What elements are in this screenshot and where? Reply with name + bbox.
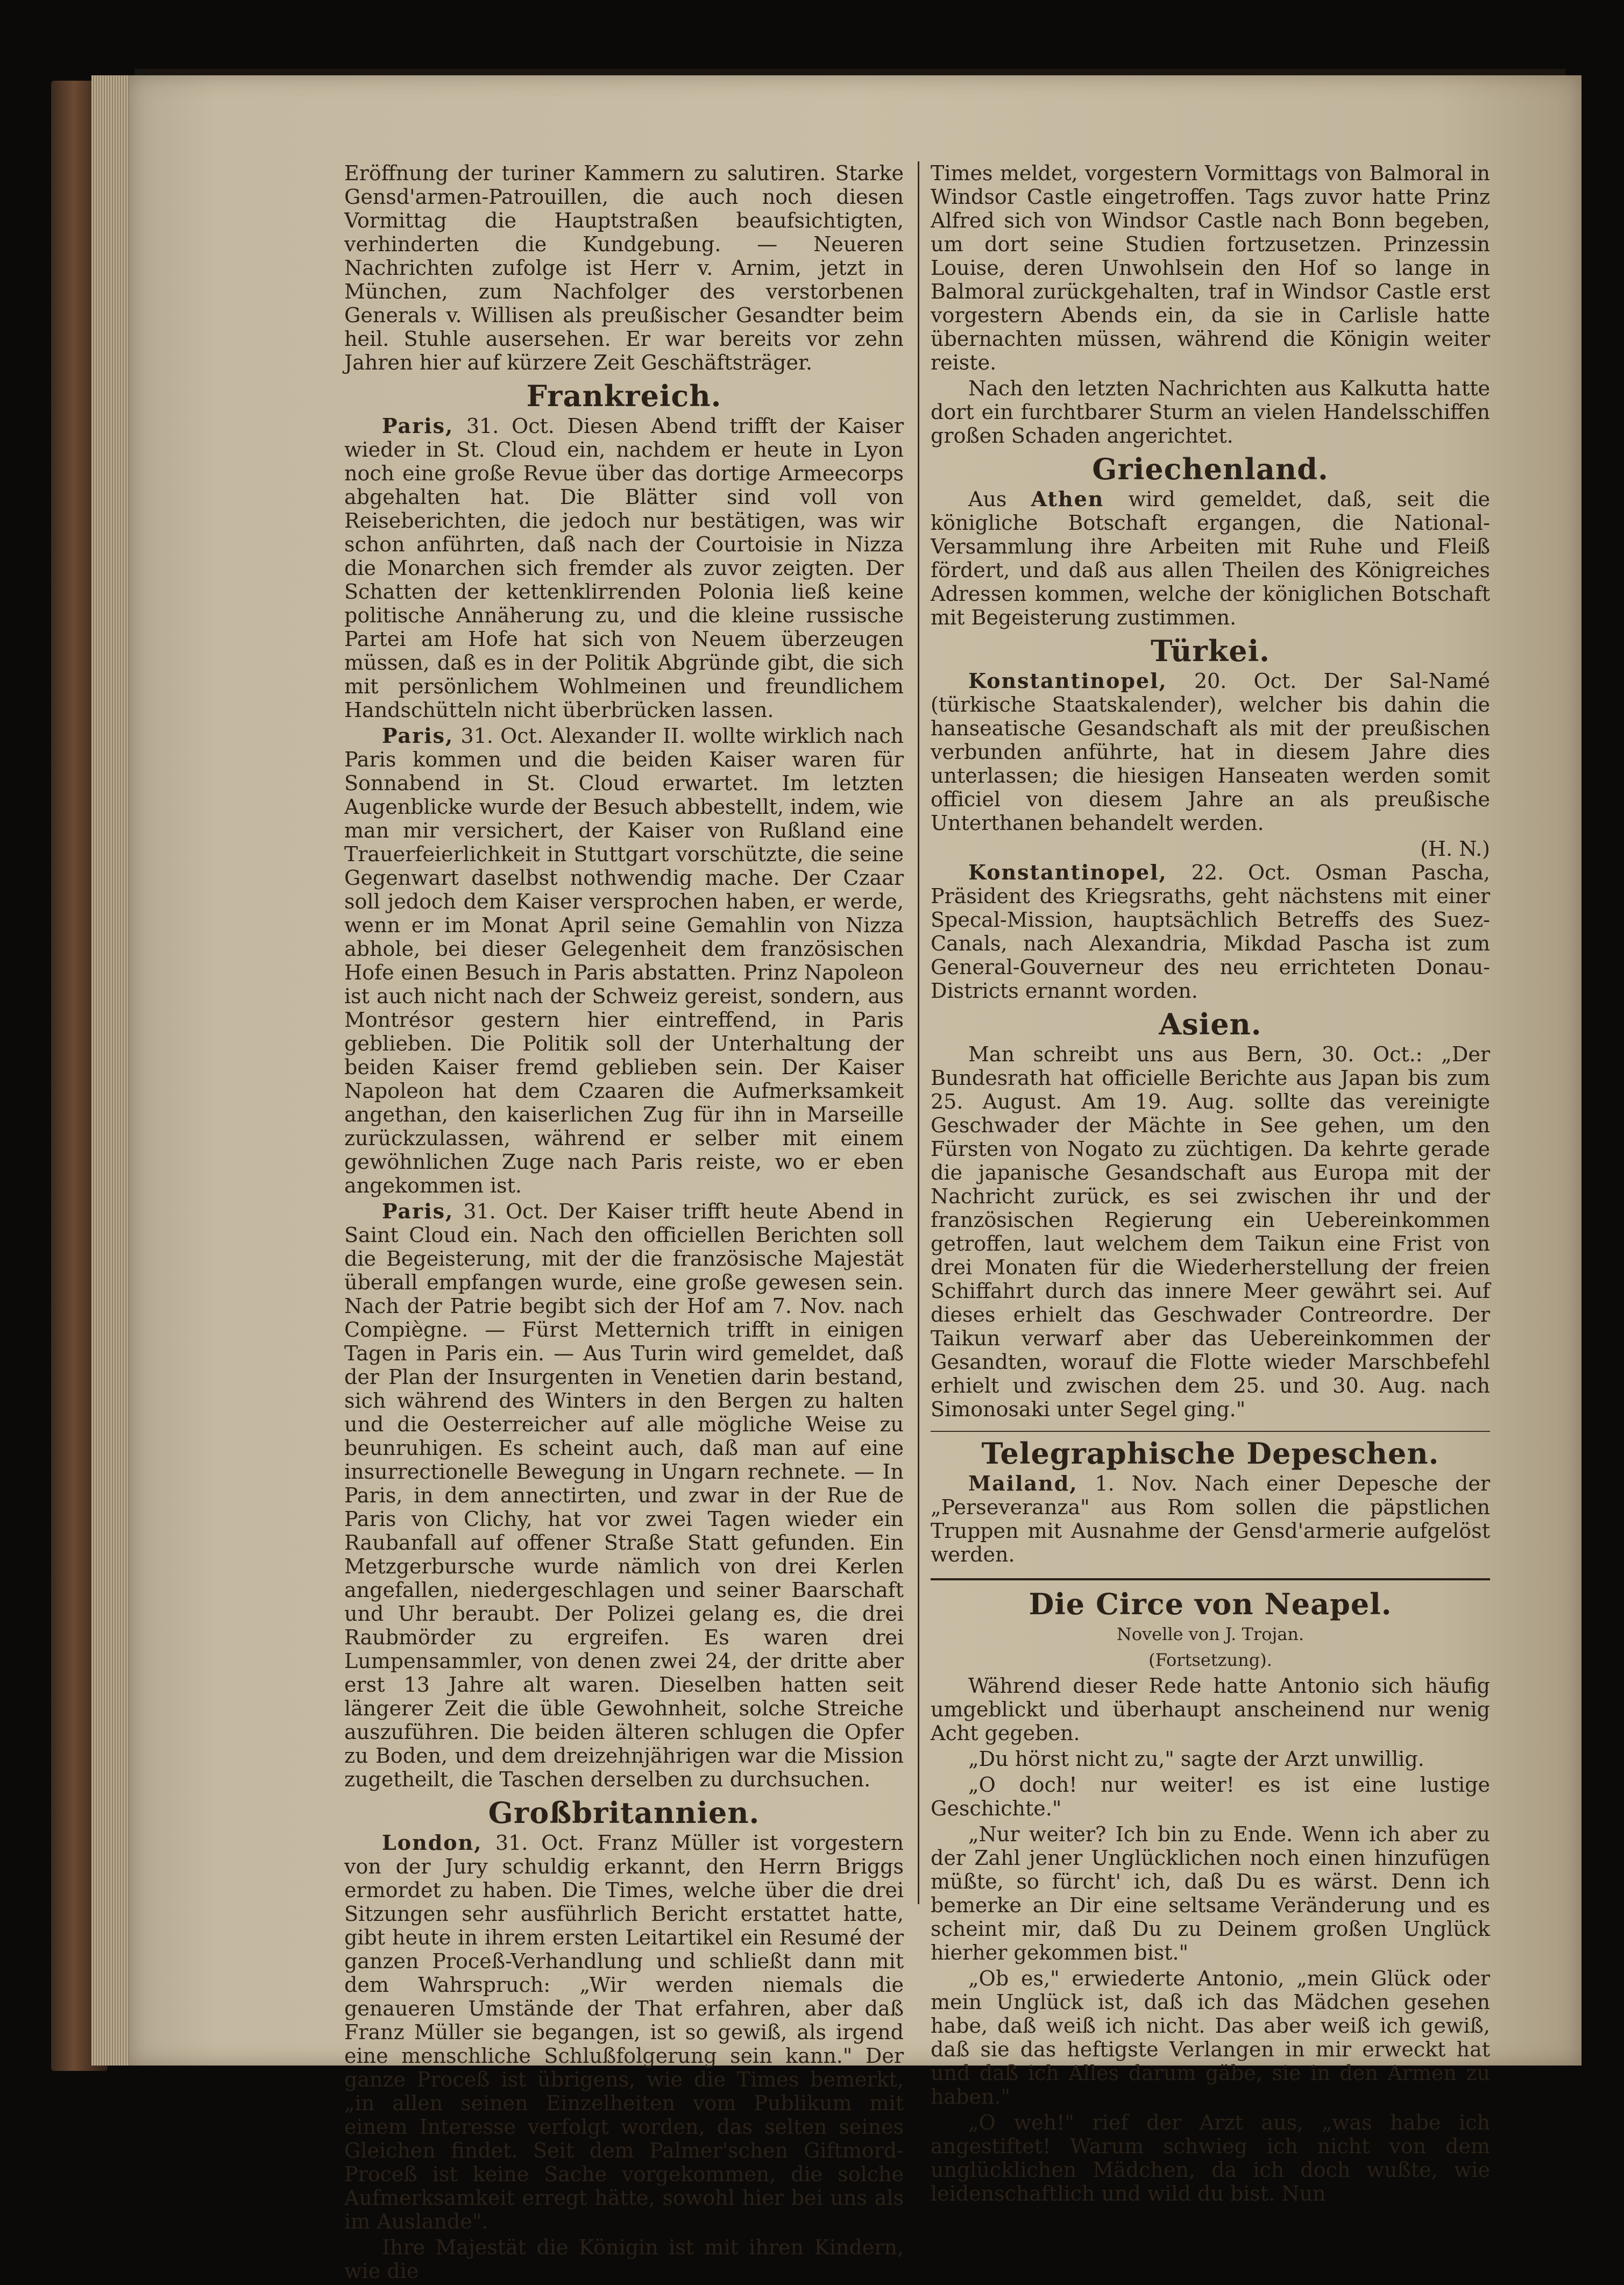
heading-grossbritannien: Großbritannien.	[488, 1796, 760, 1830]
dateline: Athen	[1031, 487, 1104, 511]
article-text: Aus	[968, 487, 1031, 511]
novelle-author: Novelle von J. Trojan.	[1116, 1624, 1304, 1644]
continuation-note: (Fortsetzung).	[1148, 1650, 1272, 1670]
dateline: Paris,	[382, 1199, 454, 1223]
novel-paragraph: „Nur weiter? Ich bin zu Ende. Wenn ich aber zu der Zahl jener Unglücklichen noch einen hinzufügen müßte, so fürcht' ich, daß Du es wärst. Denn ich bemerke an Dir eine seltsame Veränderung und es scheint mir, daß Du zu Deinem großen Unglück hierher gekommen bist."	[931, 1822, 1490, 1964]
article-queen: Ihre Majestät die Königin ist mit ihren Kindern, wie die	[344, 2236, 904, 2283]
dateline: Konstantinopel,	[968, 669, 1167, 693]
article-paris-1	[344, 414, 904, 722]
novel-paragraph: „O weh!" rief der Arzt aus, „was habe ich angestiftet! Warum schwieg ich nicht von dem unglücklichen Mädchen, da ich doch wußte, wie leidenschaftlich und wild du bist. Nun	[931, 2111, 1490, 2205]
source-signature: (H. N.)	[1420, 837, 1490, 861]
dateline: Paris,	[382, 414, 454, 438]
article-text: 1. Nov. Nach einer Depesche der „Perseveranza" aus Rom sollen die päpstlichen Truppen mit Ausnahme der Gensd'armerie aufgelöst werden.	[931, 1472, 1490, 1566]
article-text: wird gemeldet, daß, seit die königliche Botschaft ergangen, die National-Versammlung ihre Arbeiten mit Ruhe und Fleiß fördert, und daß aus allen Theilen des Königreiches Adressen kommen, welche der königlichen Botschaft mit Begeisterung zustimmen.	[931, 487, 1490, 629]
novel-paragraph: „Du hörst nicht zu," sagte der Arzt unwillig.	[968, 1747, 1424, 1771]
article-konstantinopel-1	[931, 669, 1490, 835]
article-text: 31. Oct. Alexander II. wollte wirklich nach Paris kommen und die beiden Kaiser waren für Sonnabend in St. Cloud erwartet. Im letzten Augenblicke wurde der Besuch abbestellt, indem, wie man mir versichert, der Kaiser von Rußland eine Trauerfeierlichkeit in Stuttgart vorschützte, die seine Gegenwart daselbst nothwendig mache. Der Czaar soll jedoch dem Kaiser versprochen haben, er werde, wenn er im Monat April seine Gemahlin von Nizza abhole, bei dieser Gelegenheit dem französischen Hofe einen Besuch in Paris abstatten. Prinz Napoleon ist auch nicht nach der Schweiz gereist, sondern, aus Montrésor gestern hier eintreffend, in Paris geblieben. Die Politik soll der Unterhaltung der beiden Kaiser fremd geblieben sein. Der Kaiser Napoleon hat dem Czaaren die Aufmerksamkeit angethan, den kaiserlichen Zug für ihn in Marseille zurückzulassen, während er selber mit einem gewöhnlichen Zuge nach Paris reiste, wo er eben angekommen ist.	[344, 724, 904, 1197]
article-text: 20. Oct. Der Sal-Namé (türkische Staatskalender), welcher bis dahin die hanseatische Gesandschaft als mit der preußischen verbunden anführte, hat in diesem Jahre dies unterlassen; die hiesigen Hanseaten werden somit officiel von diesem Jahre an als preußische Unterthanen behandelt werden.	[931, 669, 1490, 835]
article-text: 31. Oct. Franz Müller ist vorgestern von der Jury schuldig erkannt, den Herrn Briggs ermordet zu haben. Die Times, welche über die drei Sitzungen sehr ausführlich Bericht erstattet hatte, gibt heute in ihrem ersten Leitartikel ein Resumé der ganzen Proceß-Verhandlung und schließt dann mit dem Wahrspruch: „Wir werden niemals die genaueren Umstände der That erfahren, aber daß Franz Müller sie begangen, ist so gewiß, als irgend eine menschliche Schlußfolgerung sein kann." Der ganze Proceß ist übrigens, wie die Times bemerkt, „in allen seinen Einzelheiten vom Publikum mit einem Interesse verfolgt worden, das selten seines Gleichen findet. Seit dem Palmer'schen Giftmord-Proceß ist keine Sache vorgekommen, die solche Aufmerksamkeit erregt hätte, sowohl hier bei uns als im Auslande".	[344, 1831, 904, 2233]
article-text: 22. Oct. Osman Pascha, Präsident des Kriegsraths, geht nächstens mit einer Specal-Mission, hauptsächlich Betreffs des Suez-Canals, nach Alexandria, Mikdad Pascha ist zum General-Gouverneur des neu errichteten Donau-Districts ernannt worden.	[931, 861, 1490, 1003]
article-text: 31. Oct. Der Kaiser trifft heute Abend in Saint Cloud ein. Nach den officiellen Berichten soll die Begeisterung, mit der die französische Majestät überall empfangen wurde, eine große gewesen sein. Nach der Patrie begibt sich der Hof am 7. Nov. nach Compiègne. — Fürst Metternich trifft in einigen Tagen in Paris ein. — Aus Turin wird gemeldet, daß der Plan der Insurgenten in Venetien darin bestand, sich während des Winters in den Bergen zu halten und die Oesterreicher auf alle mögliche Weise zu beunruhigen. Es scheint auch, daß man auf eine insurrectionelle Bewegung in Ungarn rechnete. — In Paris, in dem annectirten, und zwar in der Rue de Paris von Clichy, hat vor zwei Tagen wieder ein Raubanfall auf offener Straße Statt gefunden. Ein Metzgerbursche wurde nämlich von drei Kerlen angefallen, niedergeschlagen und seiner Baarschaft und Uhr beraubt. Der Polizei gelang es, die drei Raubmörder zu ergreifen. Es waren drei Lumpensammler, von denen zwei 24, der dritte aber erst 13 Jahre alt waren. Dieselben hatten seit längerer Zeit die üble Gewohnheit, solche Streiche auszuführen. Die beiden älteren schlugen die Opfer zu Boden, und dem dreizehnjährigen war die Mission zugetheilt, die Taschen derselben zu durchsuchen.	[344, 1200, 904, 1791]
right-column	[931, 161, 1490, 2208]
novel-paragraph: Während dieser Rede hatte Antonio sich häufig umgeblickt und überhaupt anscheinend nur wenig Acht gegeben.	[931, 1674, 1490, 1745]
heading-griechenland: Griechenland.	[1092, 452, 1329, 486]
dateline: Mailand,	[968, 1471, 1078, 1495]
heading-tuerkei: Türkei.	[1151, 634, 1270, 668]
heading-asien: Asien.	[1159, 1007, 1262, 1041]
novel-paragraph: „O doch! nur weiter! es ist eine lustige Geschichte."	[931, 1773, 1490, 1820]
article-bern: Man schreibt uns aus Bern, 30. Oct.: „Der Bundesrath hat officielle Berichte aus Japan bis zum 25. August. Am 19. Aug. sollte das vereinigte Geschwader der Mächte in See gehen, um den Fürsten von Nogato zu züchtigen. Da kehrte gerade die japanische Gesandschaft aus Europa mit der Nachricht zurück, es sei zwischen ihr und der französischen Regierung ein Uebereinkommen getroffen, laut welchem dem Taikun eine Frist von drei Monaten für die Wiederherstellung der freien Schiffahrt durch das innere Meer gewährt sei. Auf dieses erhielt das Geschwader Contreordre. Der Taikun verwarf aber das Uebereinkommen der Gesandten, worauf die Flotte wieder Marschbefehl erhielt und zwischen dem 25. und 30. Aug. nach Simonosaki unter Segel ging."	[931, 1042, 1490, 1421]
heading-frankreich: Frankreich.	[526, 379, 722, 413]
article-paris-2	[344, 724, 904, 1197]
continuation-paragraph: Times meldet, vorgestern Vormittags von Balmoral in Windsor Castle eingetroffen. Tags zuvor hatte Prinz Alfred sich von Windsor Castle nach Bonn begeben, um dort seine Studien fortzusetzen. Prinzessin Louise, deren Unwohlsein den Hof so lange in Balmoral zurückgehalten, traf in Windsor Castle erst vorgestern Abends ein, da sie in Carlisle hatte übernachten müssen, während die Königin weiter reiste.	[931, 161, 1490, 374]
left-column	[344, 161, 904, 2285]
heading-circe-von-neapel: Die Circe von Neapel.	[1029, 1587, 1392, 1621]
dateline: Konstantinopel,	[968, 860, 1167, 884]
dateline: Paris,	[382, 723, 454, 748]
novel-paragraph: „Ob es," erwiederte Antonio, „mein Glück oder mein Unglück ist, daß ich das Mädchen gesehen habe, daß weiß ich nicht. Das aber weiß ich gewiß, daß sie das heftigste Verlangen in mir erweckt hat und daß ich Alles darum gäbe, sie in den Armen zu haben."	[931, 1967, 1490, 2109]
article-konstantinopel-2	[931, 861, 1490, 1003]
article-paris-3	[344, 1200, 904, 1791]
heading-telegraphische-depeschen: Telegraphische Depeschen.	[981, 1436, 1439, 1471]
article-mailand	[931, 1472, 1490, 1566]
intro-paragraph: Eröffnung der turiner Kammern zu salutiren. Starke Gensd'armen-Patrouillen, die auch noch diesen Vormittag die Hauptstraßen beaufsichtigten, verhinderten die Kundgebung. — Neueren Nachrichten zufolge ist Herr v. Arnim, jetzt in München, zum Nachfolger des verstorbenen Generals v. Willisen als preußischer Gesandter beim heil. Stuhle ausersehen. Er war bereits vor zehn Jahren hier auf kürzere Zeit Geschäftsträger.	[344, 161, 904, 374]
column-divider	[918, 161, 919, 1904]
article-london	[344, 1831, 904, 2233]
feuilleton-rule	[931, 1578, 1490, 1580]
article-text: 31. Oct. Diesen Abend trifft der Kaiser wieder in St. Cloud ein, nachdem er heute in Lyon noch eine große Revue über das dortige Armeecorps abgehalten hat. Die Blätter sind voll von Reiseberichten, die jedoch nur bestätigen, was wir schon anführten, daß nach der Courtoisie in Nizza die Monarchen sich fremder als zuvor zeigten. Der Schatten der kettenklirrenden Polonia ließ keine politische Annäherung zu, und die kleine russische Partei am Hofe hat sich von Neuem überzeugen müssen, daß es in der Politik Abgründe gibt, die sich mit persönlichem Wohlmeinen und freundlichem Handschütteln nicht überbrücken lassen.	[344, 414, 904, 722]
section-rule	[931, 1431, 1490, 1432]
dateline: London,	[382, 1830, 483, 1855]
article-kalkutta: Nach den letzten Nachrichten aus Kalkutta hatte dort ein furchtbarer Sturm an vielen Handelsschiffen großen Schaden angerichtet.	[931, 377, 1490, 448]
article-athen	[931, 487, 1490, 629]
